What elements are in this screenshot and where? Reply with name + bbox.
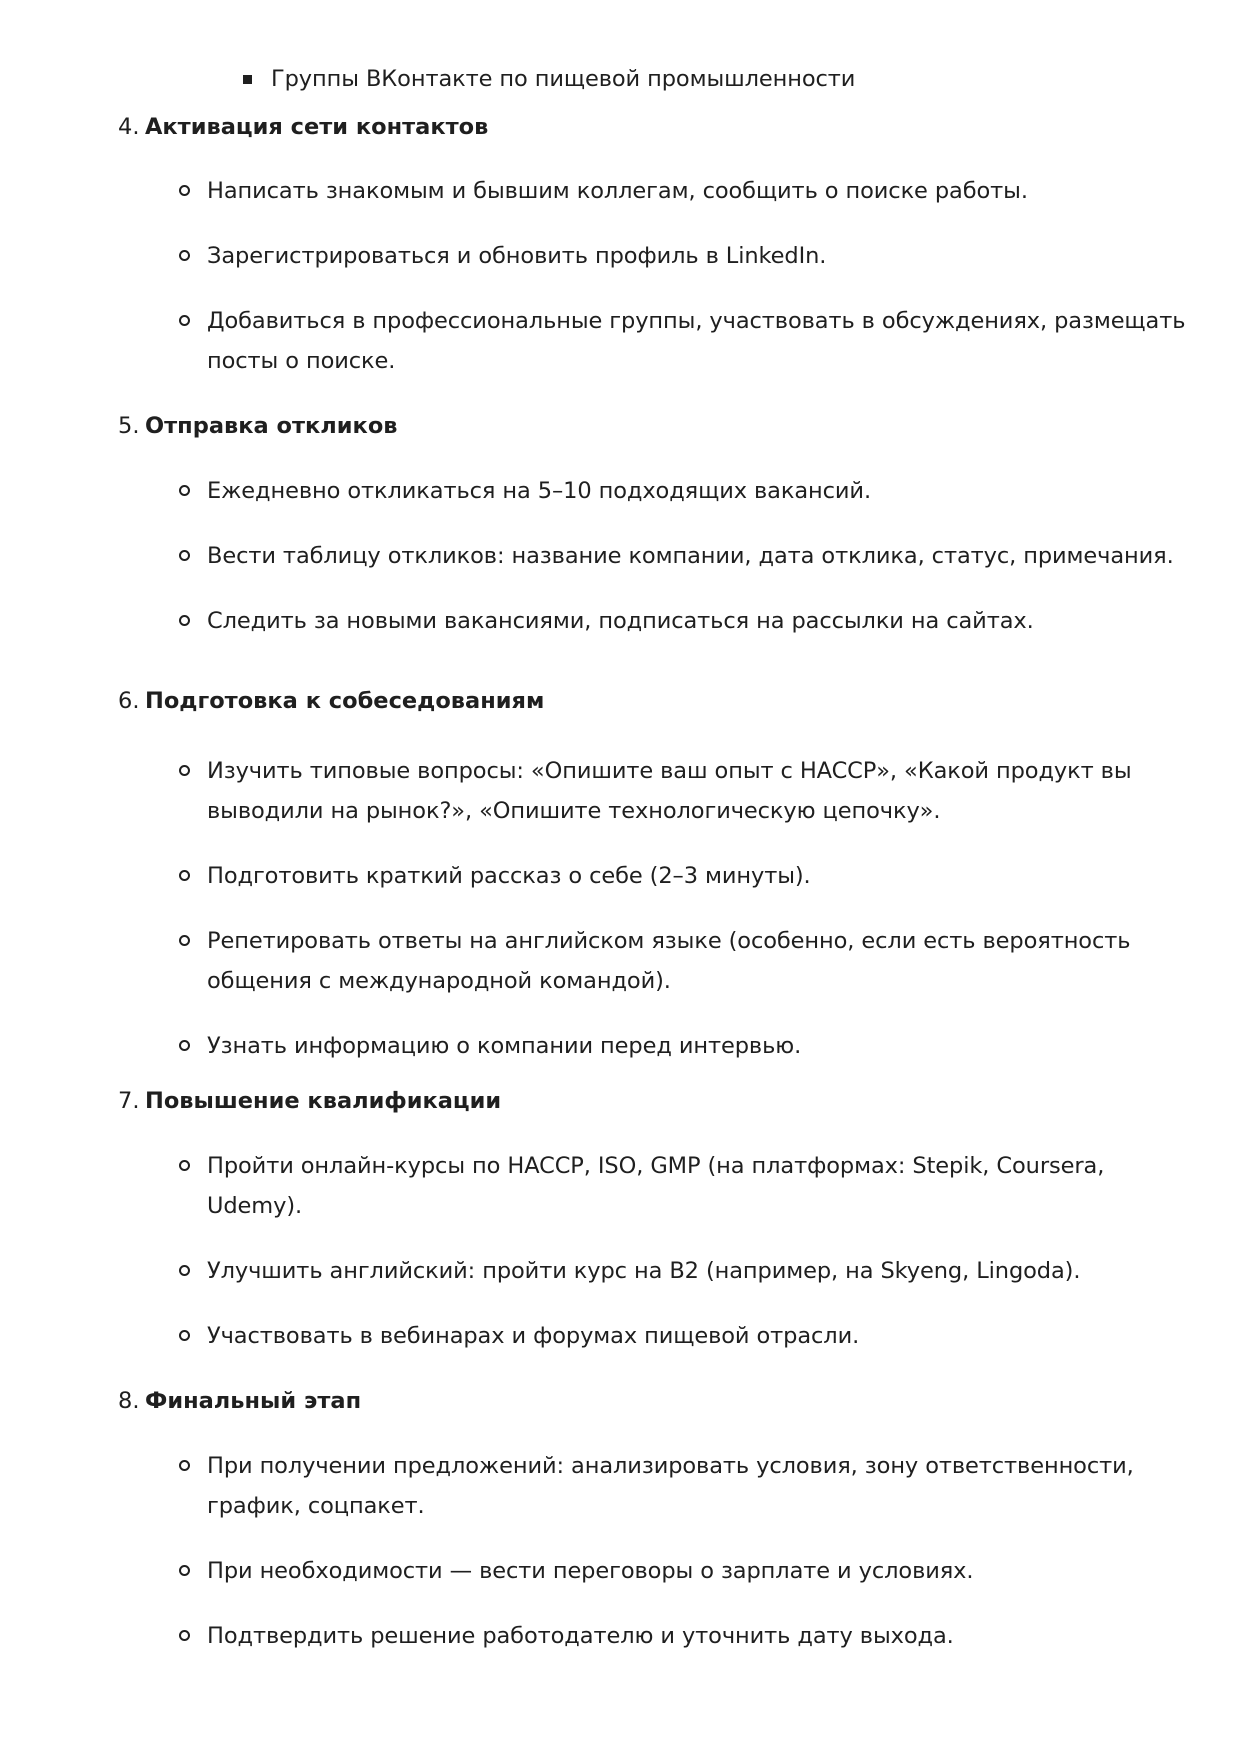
section-heading: Подготовка к собеседованиям [145, 688, 545, 714]
list-item-text: Udemy). [207, 1193, 303, 1219]
circle-bullet-icon [179, 1565, 190, 1576]
list-item-text: график, соцпакет. [207, 1493, 425, 1519]
circle-bullet-icon [179, 550, 190, 561]
section-number: 4. [118, 114, 140, 140]
list-item-text: Зарегистрироваться и обновить профиль в LinkedIn. [207, 243, 827, 269]
circle-bullet-icon [179, 1630, 190, 1641]
list-item-text: посты о поиске. [207, 348, 396, 374]
circle-bullet-icon [179, 250, 190, 261]
list-item-text: Добавиться в профессиональные группы, участвовать в обсуждениях, размещать [207, 308, 1186, 334]
circle-bullet-icon [179, 870, 190, 881]
list-item-text: Подтвердить решение работодателю и уточнить дату выхода. [207, 1623, 954, 1649]
list-item-text: При получении предложений: анализировать условия, зону ответственности, [207, 1453, 1134, 1479]
circle-bullet-icon [179, 1330, 190, 1341]
list-item-text: Узнать информацию о компании перед интервью. [207, 1033, 802, 1059]
circle-bullet-icon [179, 315, 190, 326]
list-item-text: Улучшить английский: пройти курс на B2 (например, на Skyeng, Lingoda). [207, 1258, 1081, 1284]
circle-bullet-icon [179, 765, 190, 776]
circle-bullet-icon [179, 935, 190, 946]
list-item-text: Пройти онлайн-курсы по HACCP, ISO, GMP (на платформах: Stepik, Coursera, [207, 1153, 1105, 1179]
list-item-text: Следить за новыми вакансиями, подписаться на рассылки на сайтах. [207, 608, 1034, 634]
circle-bullet-icon [179, 1160, 190, 1171]
list-item: Группы ВКонтакте по пищевой промышленности [271, 66, 856, 92]
list-item-text: Написать знакомым и бывшим коллегам, сообщить о поиске работы. [207, 178, 1028, 204]
circle-bullet-icon [179, 1265, 190, 1276]
list-item-text: Вести таблицу откликов: название компании, дата отклика, статус, примечания. [207, 543, 1174, 569]
circle-bullet-icon [179, 485, 190, 496]
section-number: 5. [118, 413, 140, 439]
circle-bullet-icon [179, 185, 190, 196]
list-item-text: Репетировать ответы на английском языке (особенно, если есть вероятность [207, 928, 1131, 954]
list-item-text: Подготовить краткий рассказ о себе (2–3 минуты). [207, 863, 811, 889]
list-item-text: Участвовать в вебинарах и форумах пищевой отрасли. [207, 1323, 860, 1349]
section-number: 8. [118, 1388, 140, 1414]
circle-bullet-icon [179, 1040, 190, 1051]
section-heading: Повышение квалификации [145, 1088, 502, 1114]
section-heading: Отправка откликов [145, 413, 398, 439]
list-item-text: общения с международной командой). [207, 968, 671, 994]
circle-bullet-icon [179, 1460, 190, 1471]
section-number: 6. [118, 688, 140, 714]
circle-bullet-icon [179, 615, 190, 626]
list-item-text: Ежедневно откликаться на 5–10 подходящих вакансий. [207, 478, 871, 504]
section-heading: Активация сети контактов [145, 114, 489, 140]
list-item-text: выводили на рынок?», «Опишите технологическую цепочку». [207, 798, 941, 824]
list-item-text: При необходимости — вести переговоры о зарплате и условиях. [207, 1558, 974, 1584]
section-number: 7. [118, 1088, 140, 1114]
section-heading: Финальный этап [145, 1388, 362, 1414]
list-item-text: Изучить типовые вопросы: «Опишите ваш опыт с HACCP», «Какой продукт вы [207, 758, 1132, 784]
square-bullet-icon [243, 75, 252, 84]
